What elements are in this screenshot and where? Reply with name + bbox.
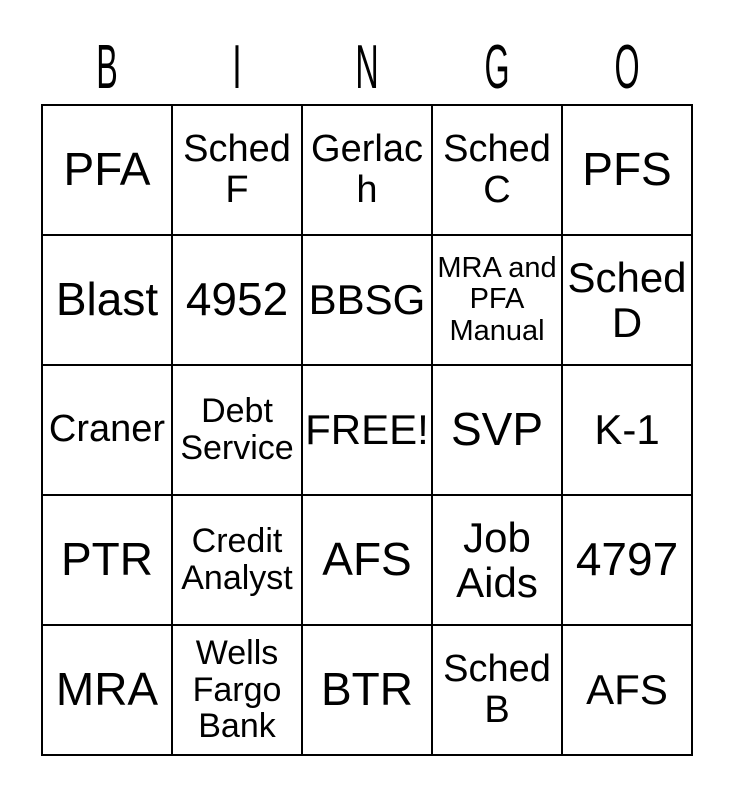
cell-label: 4797	[575, 533, 679, 586]
cell-label: Sched B	[443, 647, 551, 731]
bingo-cell-r5c4[interactable]	[432, 625, 562, 755]
cell-label: MRA and PFA Manual	[437, 252, 557, 347]
bingo-cell-r5c3[interactable]	[302, 625, 432, 755]
bingo-cell-r5c2[interactable]	[172, 625, 302, 755]
cell-label: AFS	[322, 533, 412, 586]
bingo-cell-r2c4[interactable]	[432, 235, 562, 365]
free-space-cell[interactable]	[302, 365, 432, 495]
bingo-cell-r3c1[interactable]	[42, 365, 172, 495]
bingo-cell-r1c2[interactable]	[172, 105, 302, 235]
cell-label: PFA	[63, 143, 151, 196]
cell-label: Wells Fargo Bank	[192, 633, 282, 746]
cell-label: 4952	[185, 273, 289, 326]
bingo-cell-r1c4[interactable]	[432, 105, 562, 235]
cell-label: PFS	[582, 143, 672, 196]
bingo-cell-r2c5[interactable]	[562, 235, 692, 365]
cell-label: BBSG	[308, 276, 426, 324]
cell-label: MRA	[55, 663, 159, 716]
bingo-cell-r1c1[interactable]	[42, 105, 172, 235]
bingo-cell-r4c3[interactable]	[302, 495, 432, 625]
cell-label: FREE!	[305, 406, 429, 454]
cell-label: AFS	[586, 666, 668, 714]
bingo-header-letter-i: I	[232, 33, 242, 102]
cell-label: Gerlach	[311, 127, 423, 211]
bingo-cell-r1c5[interactable]	[562, 105, 692, 235]
cell-label: Sched D	[567, 253, 687, 346]
cell-label: SVP	[450, 403, 544, 456]
bingo-header-letter-o: O	[614, 33, 640, 102]
cell-label: Craner	[48, 408, 166, 451]
bingo-header-letter-n: N	[355, 33, 379, 102]
cell-label: Job Aids	[456, 513, 538, 606]
bingo-cell-r2c1[interactable]	[42, 235, 172, 365]
bingo-cell-r5c5[interactable]	[562, 625, 692, 755]
bingo-header	[42, 33, 692, 102]
cell-label: Sched F	[183, 127, 291, 211]
bingo-cell-r2c3[interactable]	[302, 235, 432, 365]
bingo-cell-r3c2[interactable]	[172, 365, 302, 495]
bingo-cell-r3c4[interactable]	[432, 365, 562, 495]
cell-label: Sched C	[443, 127, 551, 211]
cell-label: PTR	[61, 533, 153, 586]
cell-label: K-1	[594, 406, 660, 454]
bingo-cell-r4c4[interactable]	[432, 495, 562, 625]
bingo-cell-r4c5[interactable]	[562, 495, 692, 625]
cell-label: Debt Service	[180, 392, 294, 467]
bingo-cell-r3c5[interactable]	[562, 365, 692, 495]
bingo-cell-r4c2[interactable]	[172, 495, 302, 625]
bingo-cell-r5c1[interactable]	[42, 625, 172, 755]
bingo-header-letter-b: B	[96, 33, 118, 102]
cell-label: Blast	[55, 273, 159, 326]
bingo-cell-r4c1[interactable]	[42, 495, 172, 625]
bingo-cell-r1c3[interactable]	[302, 105, 432, 235]
bingo-cell-r2c2[interactable]	[172, 235, 302, 365]
bingo-header-letter-g: G	[484, 33, 510, 102]
cell-label: Credit Analyst	[181, 522, 293, 597]
cell-label: BTR	[321, 663, 413, 716]
bingo-grid	[41, 104, 693, 756]
